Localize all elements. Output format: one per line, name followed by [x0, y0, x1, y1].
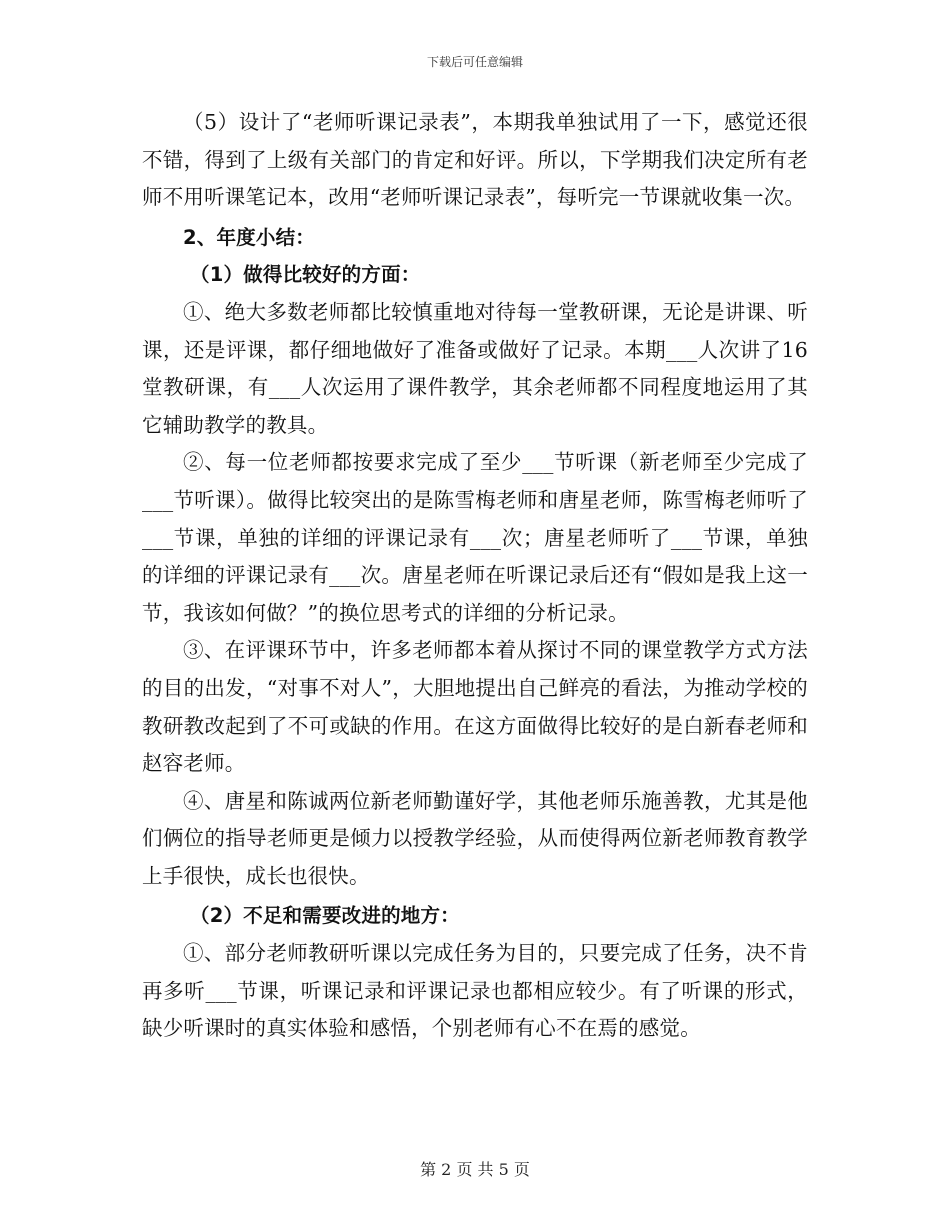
paragraph-strength-4: ④、唐星和陈诚两位新老师勤谨好学，其他老师乐施善教，尤其是他们俩位的指导老师更是倾力以授教学经验，从而使得两位新老师教育教学上手很快，成长也很快。 [142, 788, 808, 888]
subheading-strengths: （1）做得比较好的方面： [190, 263, 421, 287]
document-body [142, 104, 808, 1048]
paragraph-design-record-form: （5）设计了“老师听课记录表”，本期我单独试用了一下，感觉还很不错，得到了上级有关部门的肯定和好评。所以，下学期我们决定所有老师不用听课笔记本，改用“老师听课记录表”，每听完一节课就收集一次。 [142, 110, 808, 210]
page-header: 下载后可任意编辑 [426, 55, 523, 69]
page-number-footer: 第 2 页 共 5 页 [420, 1160, 530, 1179]
subheading-shortcomings: （2）不足和需要改进的地方： [190, 904, 460, 928]
paragraph-strength-1: ①、绝大多数老师都比较慎重地对待每一堂教研课，无论是讲课、听课，还是评课，都仔细地做好了准备或做好了记录。本期___人次讲了16堂教研课，有___人次运用了课件教学，其余老师都不同程度地运用了其它辅助教学的教具。 [142, 299, 808, 437]
section-heading-annual-summary: 2、年度小结： [183, 225, 315, 249]
paragraph-strength-2: ②、每一位老师都按要求完成了至少___节听课（新老师至少完成了___节听课）。做得比较突出的是陈雪梅老师和唐星老师，陈雪梅老师听了___节课，单独的详细的评课记录有___次；唐星老师听了___节课，单独的详细的评课记录有___次。唐星老师在听课记录后还有“假如是我上这一节，我该如何做？”的换位思考式的详细的分析记录。 [142, 450, 808, 625]
paragraph-strength-3: ③、在评课环节中，许多老师都本着从探讨不同的课堂教学方式方法的目的出发，“对事不对人”，大胆地提出自己鲜亮的看法，为推动学校的教研教改起到了不可或缺的作用。在这方面做得比较好的是白新春老师和赵容老师。 [142, 638, 808, 776]
paragraph-shortcoming-1: ①、部分老师教研听课以完成任务为目的，只要完成了任务，决不肯再多听___节课，听课记录和评课记录也都相应较少。有了听课的形式，缺少听课时的真实体验和感悟，个别老师有心不在焉的感觉。 [142, 941, 808, 1041]
